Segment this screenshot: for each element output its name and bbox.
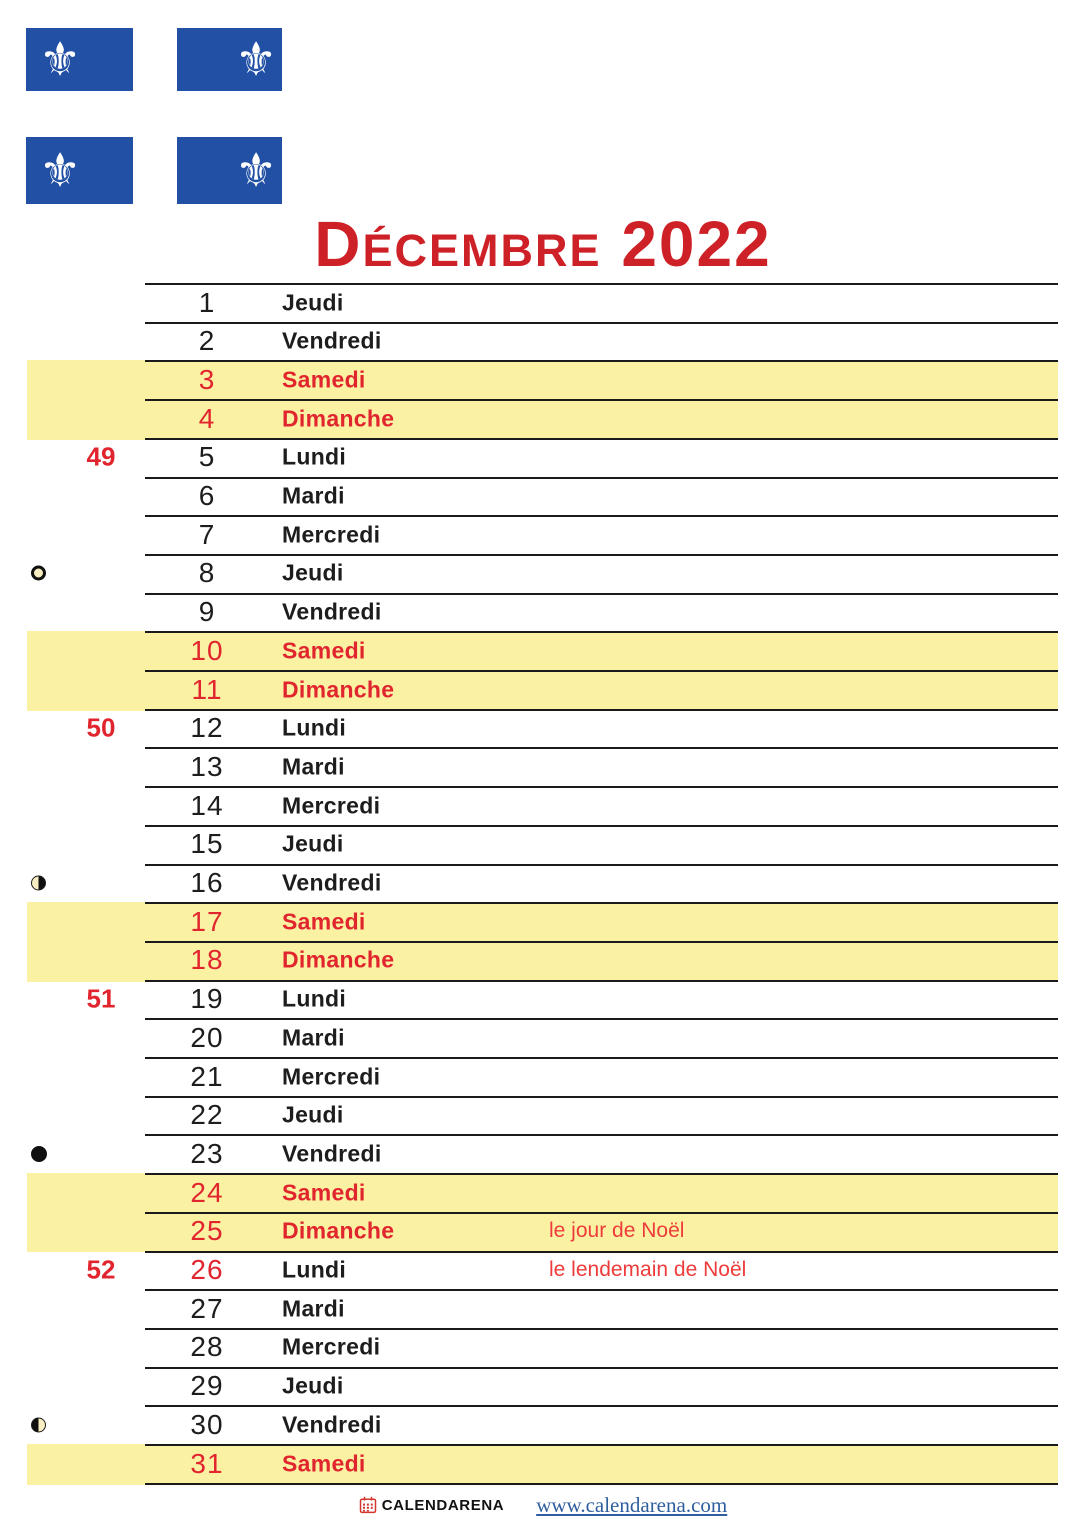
day-number: 6 [198,480,216,511]
calendar-row [0,980,1086,1019]
calendar-row [0,670,1086,709]
day-name: Mardi [282,1295,345,1322]
day-number: 1 [198,286,216,318]
day-name: Dimanche [282,405,395,432]
calendar-row [0,283,1086,322]
day-number: 26 [190,1254,224,1285]
fleur-de-lis-icon: ⚜ [39,143,82,198]
calendar-row [0,438,1086,477]
day-name: Samedi [282,1450,366,1476]
calendar-row [0,709,1086,748]
day-number: 14 [190,789,224,821]
day-name: Jeudi [282,1372,344,1399]
day-number: 5 [198,441,216,473]
day-name: Vendredi [282,1140,382,1167]
day-number: 3 [198,363,216,395]
calendar-row [0,1057,1086,1096]
day-name: Vendredi [282,598,382,625]
quebec-flag-quarter [177,28,282,91]
day-name: Samedi [282,637,366,664]
day-number: 30 [190,1408,224,1440]
day-number: 21 [190,1060,224,1092]
day-number: 11 [191,673,223,705]
quebec-flag-quarter [26,28,133,91]
calendar-row [0,786,1086,825]
day-name: Vendredi [282,327,382,354]
website-link[interactable]: www.calendarena.com [536,1492,728,1517]
fleur-de-lis-icon: ⚜ [39,32,82,87]
day-name: Jeudi [282,830,344,857]
calendar-row [0,825,1086,864]
calendar-row [0,360,1086,399]
day-number: 23 [190,1137,224,1169]
calendar-row [0,477,1086,516]
day-number: 28 [190,1331,224,1363]
day-number: 27 [190,1292,224,1324]
calendar-row [0,1096,1086,1135]
day-name: Dimanche [282,676,395,702]
day-name: Samedi [282,1179,366,1206]
day-number: 25 [190,1215,224,1247]
calendar-row [0,631,1086,670]
calendar-row [0,902,1086,941]
day-name: Mercredi [282,792,381,819]
day-number: 15 [190,828,224,860]
fleur-de-lis-icon: ⚜ [235,143,278,198]
calendar-row [0,1212,1086,1251]
calendar-row [0,747,1086,786]
calendar-row [0,399,1086,438]
day-number: 17 [190,905,224,937]
moon-new-icon [31,1146,47,1162]
day-name: Vendredi [282,1411,382,1438]
day-number: 12 [190,712,224,744]
calendar-row [0,515,1086,554]
calendar-row [0,1251,1086,1290]
day-number: 9 [198,596,216,628]
calendar-row [0,554,1086,593]
day-name: Lundi [282,985,347,1012]
quebec-flag-quarter [26,137,133,204]
day-number: 20 [190,1021,224,1053]
brand-logo [359,1496,504,1514]
day-number: 18 [190,944,224,976]
day-name: Jeudi [282,1101,344,1128]
holiday-note: le jour de Noël [549,1219,685,1243]
moon-last-quarter-icon [31,876,46,891]
calendar-row [0,1173,1086,1212]
day-number: 22 [190,1099,224,1131]
day-number: 24 [190,1176,224,1208]
brand-name: CALENDARENA [381,1496,505,1514]
holiday-note: le lendemain de Noël [549,1258,747,1281]
day-name: Dimanche [282,946,395,973]
day-number: 8 [198,557,216,589]
day-name: Lundi [282,443,347,470]
day-name: Jeudi [282,289,344,315]
day-number: 4 [198,402,216,434]
footer [0,1487,1086,1523]
calendar-row [0,322,1086,361]
day-name: Lundi [282,1256,347,1283]
calendar-row [0,593,1086,632]
calendar-row [0,864,1086,903]
day-name: Lundi [282,714,347,741]
day-name: Samedi [282,908,366,935]
day-name: Mardi [282,482,345,509]
day-name: Vendredi [282,869,382,896]
day-name: Mercredi [282,1063,381,1089]
week-number: 49 [86,441,116,472]
day-number: 29 [190,1370,224,1402]
day-number: 7 [198,518,216,550]
calendar-row [0,1405,1086,1444]
day-number: 10 [190,634,224,666]
moon-full-icon [31,566,46,581]
day-number: 16 [190,867,224,898]
week-number: 51 [86,983,116,1014]
day-number: 31 [190,1447,224,1479]
week-number: 50 [86,712,116,743]
day-number: 19 [190,983,224,1015]
calendar-row [0,1289,1086,1328]
week-number: 52 [86,1254,116,1285]
moon-first-quarter-icon [31,1417,46,1432]
calendar-row [0,941,1086,980]
calendar-row [0,1328,1086,1367]
month-title: Décembre 2022 [314,208,772,280]
day-name: Mercredi [282,1333,381,1360]
day-name: Dimanche [282,1217,395,1244]
calendar-row [0,1018,1086,1057]
day-name: Jeudi [282,559,344,586]
quebec-flag-quarter [177,137,282,204]
calendar-row [0,1367,1086,1406]
calendar-icon [359,1496,377,1514]
fleur-de-lis-icon: ⚜ [235,32,278,87]
day-number: 13 [190,750,224,782]
day-number: 2 [198,325,216,357]
day-name: Mardi [282,1024,345,1051]
day-name: Samedi [282,366,366,393]
calendar-row [0,1134,1086,1173]
day-name: Mardi [282,753,345,780]
day-name: Mercredi [282,521,381,548]
calendar-row [0,1444,1086,1483]
